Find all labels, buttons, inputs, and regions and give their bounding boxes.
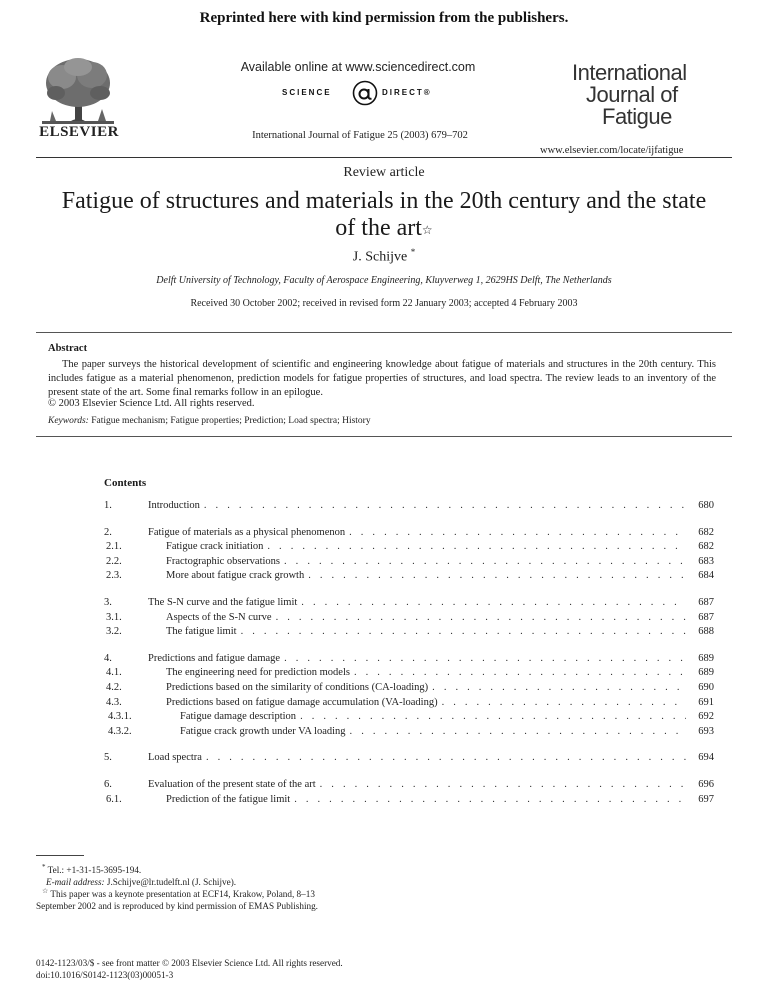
toc-entry-label: Predictions and fatigue damage — [148, 652, 281, 664]
sciencedirect-logo — [260, 80, 460, 106]
issn-line: 0142-1123/03/$ - see front matter © 2003 Elsevier Science Ltd. All rights reserved. — [36, 958, 343, 968]
toc-entry[interactable] — [104, 556, 714, 570]
toc-entry-page: 687 — [698, 597, 714, 608]
toc-entry[interactable] — [104, 682, 714, 696]
article-title — [50, 188, 718, 242]
toc-entry-number: 2.2. — [106, 555, 122, 567]
toc-entry-number: 3. — [104, 597, 112, 608]
title-footnote-mark[interactable]: ☆ — [421, 223, 433, 237]
toc-entry-number: 4.3.1. — [108, 711, 132, 723]
toc-entry-label: Fatigue damage description — [180, 711, 297, 723]
toc-leader-dots — [294, 794, 686, 805]
toc-entry-page: 682 — [698, 541, 714, 553]
received-dates: Received 30 October 2002; received in revised form 22 January 2003; accepted 4 February 2003 — [190, 298, 578, 309]
toc-entry[interactable] — [104, 541, 714, 555]
toc-entry-page: 689 — [698, 667, 714, 679]
toc-leader-dots — [284, 653, 686, 664]
toc-entry[interactable] — [104, 500, 714, 514]
keywords-label: Keywords: — [48, 416, 89, 426]
toc-entry[interactable] — [104, 794, 714, 808]
toc-entry-label: More about fatigue crack growth — [166, 570, 305, 582]
toc-entry[interactable] — [104, 711, 714, 725]
toc-entry[interactable] — [104, 779, 714, 793]
affiliation: Delft University of Technology, Faculty of Aerospace Engineering, Kluyverweg 1, 2629HS Delft, The Netherlands — [156, 275, 612, 286]
toc-entry-label: Predictions based on fatigue damage accumulation (VA-loading) — [166, 696, 438, 708]
footnote-email-label: E-mail address: — [46, 876, 105, 887]
abstract-text: The paper surveys the historical development of scientific and engineering knowledge about fatigue of materials and structures in the 20th century. This includes fatigue as a material phenomenon, prediction models for fatigue properties of structures, and load spectra. The review leads to an inventory of the present state of the art. Some final remarks follow in an epilogue. — [48, 359, 716, 398]
doi-line[interactable]: doi:10.1016/S0142-1123(03)00051-3 — [36, 970, 174, 980]
toc-entry-page: 684 — [698, 570, 714, 582]
article-type: Review article — [343, 165, 425, 180]
toc-leader-dots — [349, 527, 686, 538]
toc-leader-dots — [300, 711, 686, 722]
toc-entry-page: 697 — [698, 793, 714, 805]
toc-entry-page: 691 — [698, 696, 714, 708]
toc-entry-number: 2. — [104, 526, 112, 538]
toc-leader-dots — [301, 597, 686, 608]
toc-entry[interactable] — [104, 726, 714, 740]
toc-entry-label: Predictions based on the similarity of conditions (CA-loading) — [166, 682, 429, 693]
abstract-heading: Abstract — [48, 343, 88, 354]
sciencedirect-left: SCIENCE — [282, 88, 332, 97]
toc-leader-dots — [284, 556, 686, 567]
elsevier-wordmark: ELSEVIER — [39, 124, 119, 140]
toc-leader-dots — [442, 697, 686, 708]
toc-entry-number: 1. — [104, 500, 112, 511]
journal-logo — [572, 60, 687, 134]
toc-entry[interactable] — [104, 570, 714, 584]
footnote-email[interactable]: J.Schijve@lr.tudelft.nl (J. Schijve). — [106, 876, 237, 887]
header-divider — [36, 157, 732, 158]
journal-logo-line-3: Fatigue — [602, 104, 672, 129]
toc-entry-label: Aspects of the S-N curve — [166, 611, 272, 623]
footnote-tel: Tel.: +1-31-15-3695-194. — [47, 865, 142, 876]
toc-entry-number: 3.1. — [106, 611, 122, 623]
toc-leader-dots — [354, 667, 686, 678]
toc-entry[interactable] — [104, 697, 714, 711]
toc-entry-number: 3.2. — [106, 626, 122, 638]
toc-entry-page: 682 — [698, 526, 714, 538]
toc-entry-label: Fatigue crack growth under VA loading — [180, 725, 346, 737]
toc-entry[interactable] — [104, 626, 714, 640]
toc-leader-dots — [308, 570, 686, 581]
toc-entry-label: Fatigue crack initiation — [166, 541, 264, 553]
toc-entry-page: 687 — [698, 611, 714, 623]
toc-entry-label: The fatigue limit — [166, 626, 237, 638]
keywords-list: Fatigue mechanism; Fatigue properties; Prediction; Load spectra; History — [91, 416, 371, 426]
author — [0, 247, 768, 266]
footnote-keynote — [36, 886, 336, 912]
toc-leader-dots — [241, 626, 686, 637]
abstract-divider-bottom — [36, 436, 732, 437]
toc-entry-number: 4.1. — [106, 667, 122, 679]
journal-citation: International Journal of Fatigue 25 (2003) 679–702 — [252, 130, 468, 141]
toc-entry-number: 4.2. — [106, 682, 122, 693]
author-footnote-mark[interactable]: * — [410, 247, 416, 257]
toc-entry-page: 689 — [698, 652, 714, 664]
available-online: Available online at www.sciencedirect.com — [240, 60, 476, 74]
abstract-divider-top — [36, 332, 732, 333]
footnote-keynote-mark: ☆ — [42, 887, 49, 895]
toc-leader-dots — [206, 752, 686, 763]
toc-entry-page: 683 — [698, 555, 714, 567]
article-title-text: Fatigue of structures and materials in the 20th century and the state of the art — [61, 188, 707, 241]
toc-entry-page: 694 — [698, 752, 714, 764]
toc-entry-label: The engineering need for prediction models — [166, 667, 350, 679]
toc-leader-dots — [320, 779, 686, 790]
toc-entry-label: The S-N curve and the fatigue limit — [148, 597, 298, 608]
toc-leader-dots — [267, 541, 686, 552]
journal-logo-line-1: International — [572, 60, 687, 85]
toc-entry-page: 688 — [698, 626, 714, 638]
keywords — [48, 416, 371, 426]
toc-entry-label: Fatigue of materials as a physical phenomenon — [148, 526, 346, 538]
toc-entry-label: Fractographic observations — [166, 555, 281, 567]
toc-leader-dots — [350, 726, 686, 737]
at-sign-icon — [352, 80, 378, 106]
toc-entry-page: 690 — [698, 682, 714, 693]
reprint-notice: Reprinted here with kind permission from the publishers. — [199, 10, 569, 26]
toc-entry[interactable] — [104, 612, 714, 626]
toc-entry-number: 2.3. — [106, 570, 122, 582]
toc-leader-dots — [432, 682, 686, 693]
toc-entry[interactable] — [104, 667, 714, 681]
footnote-author — [36, 862, 336, 888]
toc-entry-page: 692 — [698, 711, 714, 723]
toc-entry-label: Evaluation of the present state of the art — [148, 779, 316, 790]
toc-entry[interactable] — [104, 527, 714, 541]
toc-entry-number: 4.3. — [106, 696, 122, 708]
toc-entry[interactable] — [104, 653, 714, 667]
abstract-copyright: © 2003 Elsevier Science Ltd. All rights reserved. — [48, 398, 255, 409]
toc-entry-number: 5. — [104, 752, 112, 764]
footnote-author-mark: * — [42, 863, 46, 871]
journal-url[interactable]: www.elsevier.com/locate/ijfatigue — [540, 145, 684, 156]
toc-entry-number: 2.1. — [106, 541, 122, 553]
sciencedirect-right: DIRECT® — [382, 88, 432, 97]
toc-leader-dots — [204, 500, 686, 511]
toc-entry-label: Prediction of the fatigue limit — [166, 793, 291, 805]
toc-entry-number: 4. — [104, 652, 112, 664]
toc-entry-page: 696 — [698, 779, 714, 790]
contents-heading: Contents — [104, 477, 147, 489]
toc-entry-label: Introduction — [148, 500, 200, 511]
toc-entry-number: 6.1. — [106, 793, 122, 805]
footnote-divider — [36, 855, 84, 856]
toc-entry-label: Load spectra — [148, 752, 202, 764]
toc-entry-number: 4.3.2. — [108, 725, 132, 737]
footnote-keynote-text: This paper was a keynote presentation at ECF14, Krakow, Poland, 8–13 September 2002 and is reproduced by kind permission of EMAS Publishing. — [36, 889, 318, 911]
toc-entry-page: 680 — [698, 500, 714, 511]
toc-entry[interactable] — [104, 597, 714, 611]
toc-entry-page: 693 — [698, 725, 714, 737]
issn-doi — [36, 957, 343, 981]
toc-entry-number: 6. — [104, 779, 112, 790]
toc-leader-dots — [276, 612, 686, 623]
journal-logo-line-2: Journal of — [586, 82, 678, 107]
author-name[interactable]: J. Schijve — [352, 249, 408, 265]
toc-entry[interactable] — [104, 752, 714, 766]
